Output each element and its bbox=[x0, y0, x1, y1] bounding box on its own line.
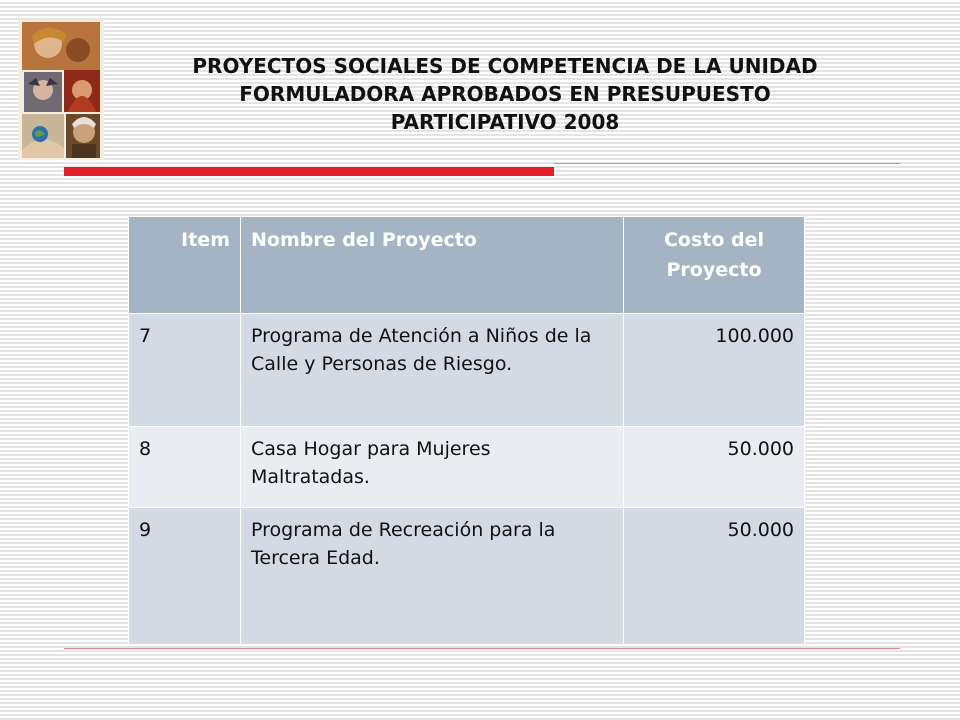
bottom-divider-line bbox=[64, 648, 900, 649]
table-row bbox=[129, 314, 805, 427]
header-project-cost bbox=[624, 217, 805, 314]
header-cost-line-2: Proyecto bbox=[666, 259, 762, 281]
row-project-cost: 50.000 bbox=[624, 427, 805, 508]
page-title bbox=[110, 52, 900, 136]
red-accent-bar bbox=[64, 167, 554, 176]
row-item: 7 bbox=[129, 314, 241, 427]
photo-collage bbox=[18, 20, 104, 160]
top-divider-line bbox=[554, 163, 900, 164]
row-item: 8 bbox=[129, 427, 241, 508]
row-project-name: Casa Hogar para Mujeres Maltratadas. bbox=[241, 427, 624, 508]
row-project-cost: 50.000 bbox=[624, 508, 805, 645]
children-photo-collage-image bbox=[18, 20, 104, 160]
table-row bbox=[129, 427, 805, 508]
row-project-cost: 100.000 bbox=[624, 314, 805, 427]
table-header-row bbox=[129, 217, 805, 314]
title-line-2: FORMULADORA APROBADOS EN PRESUPUESTO bbox=[239, 82, 771, 106]
title-line-3: PARTICIPATIVO 2008 bbox=[390, 110, 620, 134]
row-item: 9 bbox=[129, 508, 241, 645]
header-cost-line-1: Costo del bbox=[663, 229, 765, 251]
projects-table bbox=[128, 216, 805, 645]
header-project-name: Nombre del Proyecto bbox=[241, 217, 624, 314]
header-item: Item bbox=[129, 217, 241, 314]
row-project-name: Programa de Recreación para la Tercera Edad. bbox=[241, 508, 624, 645]
row-project-name: Programa de Atención a Niños de la Calle y Personas de Riesgo. bbox=[241, 314, 624, 427]
title-line-1: PROYECTOS SOCIALES DE COMPETENCIA DE LA UNIDAD bbox=[192, 54, 818, 78]
table-row bbox=[129, 508, 805, 645]
